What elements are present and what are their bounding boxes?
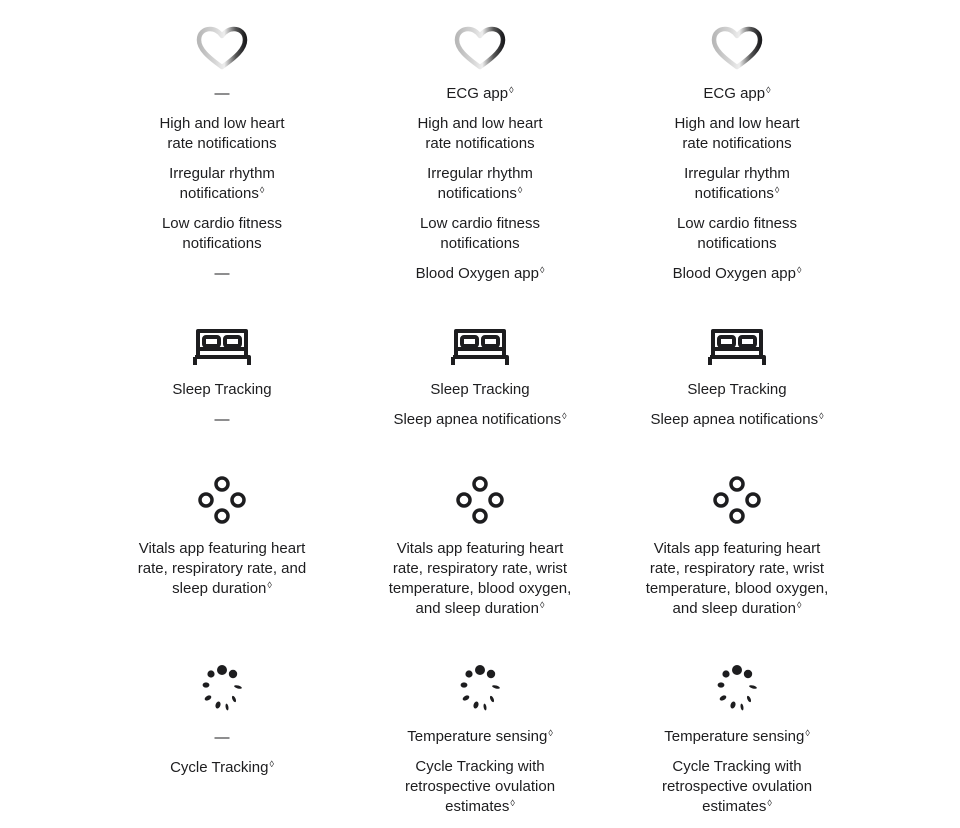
- cycle-tracking-label: Cycle Tracking with: [415, 758, 545, 775]
- cycle-tracking-label: Cycle Tracking with: [672, 758, 802, 775]
- blood-oxygen-app-label: Blood Oxygen app◊: [672, 265, 802, 282]
- footnote-mark: ◊: [539, 600, 545, 610]
- vitals-app-label-line3: sleep duration◊: [172, 580, 272, 597]
- low-cardio-fitness-label-line2: notifications: [697, 235, 777, 252]
- vitals-app-label: Vitals app featuring heart: [653, 540, 821, 557]
- low-cardio-fitness-label-line2: notifications: [440, 235, 520, 252]
- bed-icon: [450, 327, 510, 369]
- temperature-sensing-label: Temperature sensing◊: [407, 728, 553, 745]
- vitals-icon: [712, 475, 762, 525]
- high-low-heart-rate-label-line2: rate notifications: [425, 135, 535, 152]
- sleep-apnea-label: Sleep apnea notifications◊: [650, 411, 824, 428]
- footnote-mark: ◊: [548, 728, 553, 738]
- bed-icon: [707, 327, 767, 369]
- sleep-apnea-label: —: [214, 411, 230, 428]
- footnote-mark: ◊: [796, 265, 802, 275]
- irregular-rhythm-label: Irregular rhythm: [169, 165, 275, 182]
- ecg-app-label: —: [214, 85, 230, 102]
- footnote-mark: ◊: [510, 798, 515, 808]
- low-cardio-fitness-label-line2: notifications: [182, 235, 262, 252]
- heart-icon: [711, 26, 763, 72]
- vitals-icon: [197, 475, 247, 525]
- footnote-mark: ◊: [259, 185, 265, 195]
- footnote-mark: ◊: [269, 759, 274, 769]
- cycle-tracking-label-line3: estimates◊: [445, 798, 515, 815]
- vitals-app-label-line4: and sleep duration◊: [415, 600, 545, 617]
- low-cardio-fitness-label: Low cardio fitness: [676, 215, 798, 232]
- vitals-app-label-line2: rate, respiratory rate, wrist: [649, 560, 825, 577]
- irregular-rhythm-label-line2: notifications◊: [694, 185, 780, 202]
- irregular-rhythm-label: Irregular rhythm: [427, 165, 533, 182]
- high-low-heart-rate-label-line2: rate notifications: [167, 135, 277, 152]
- footnote-mark: ◊: [517, 185, 523, 195]
- low-cardio-fitness-label: Low cardio fitness: [419, 215, 541, 232]
- sleep-tracking-label: Sleep Tracking: [430, 381, 530, 398]
- cycle-tracking-icon: [197, 663, 247, 713]
- footnote-mark: ◊: [767, 798, 772, 808]
- footnote-mark: ◊: [819, 411, 824, 421]
- footnote-mark: ◊: [267, 580, 272, 590]
- low-cardio-fitness-label: Low cardio fitness: [161, 215, 283, 232]
- cycle-tracking-icon: [455, 663, 505, 713]
- heart-icon: [196, 26, 248, 72]
- high-low-heart-rate-label-line2: rate notifications: [682, 135, 792, 152]
- vitals-app-label-line3: temperature, blood oxygen,: [645, 580, 829, 597]
- bed-icon: [192, 327, 252, 369]
- footnote-mark: ◊: [796, 600, 802, 610]
- feature-column-3: [627, 0, 847, 828]
- sleep-tracking-label: Sleep Tracking: [172, 381, 272, 398]
- ecg-app-label: ECG app◊: [703, 85, 771, 102]
- cycle-tracking-label: Cycle Tracking◊: [170, 759, 274, 776]
- footnote-mark: ◊: [509, 85, 514, 95]
- ecg-app-label: ECG app◊: [446, 85, 514, 102]
- footnote-mark: ◊: [562, 411, 567, 421]
- vitals-app-label: Vitals app featuring heart: [396, 540, 564, 557]
- sleep-apnea-label: Sleep apnea notifications◊: [393, 411, 567, 428]
- feature-column-2: [370, 0, 590, 828]
- cycle-tracking-label-line2: retrospective ovulation: [661, 778, 813, 795]
- heart-icon: [454, 26, 506, 72]
- high-low-heart-rate-label: High and low heart: [159, 115, 285, 132]
- temperature-sensing-label: —: [214, 729, 230, 746]
- vitals-app-label-line2: rate, respiratory rate, and: [137, 560, 307, 577]
- vitals-app-label-line4: and sleep duration◊: [672, 600, 802, 617]
- irregular-rhythm-label: Irregular rhythm: [684, 165, 790, 182]
- high-low-heart-rate-label: High and low heart: [417, 115, 543, 132]
- vitals-app-label: Vitals app featuring heart: [138, 540, 306, 557]
- footnote-mark: ◊: [766, 85, 771, 95]
- temperature-sensing-label: Temperature sensing◊: [664, 728, 810, 745]
- cycle-tracking-label-line2: retrospective ovulation: [404, 778, 556, 795]
- cycle-tracking-label-line3: estimates◊: [702, 798, 772, 815]
- cycle-tracking-icon: [712, 663, 762, 713]
- footnote-mark: ◊: [774, 185, 780, 195]
- irregular-rhythm-label-line2: notifications◊: [437, 185, 523, 202]
- vitals-icon: [455, 475, 505, 525]
- irregular-rhythm-label-line2: notifications◊: [179, 185, 265, 202]
- blood-oxygen-app-label: Blood Oxygen app◊: [415, 265, 545, 282]
- high-low-heart-rate-label: High and low heart: [674, 115, 800, 132]
- footnote-mark: ◊: [805, 728, 810, 738]
- blood-oxygen-app-label: —: [214, 265, 230, 282]
- footnote-mark: ◊: [539, 265, 545, 275]
- vitals-app-label-line2: rate, respiratory rate, wrist: [392, 560, 568, 577]
- feature-column-1: [112, 0, 332, 828]
- sleep-tracking-label: Sleep Tracking: [687, 381, 787, 398]
- vitals-app-label-line3: temperature, blood oxygen,: [388, 580, 572, 597]
